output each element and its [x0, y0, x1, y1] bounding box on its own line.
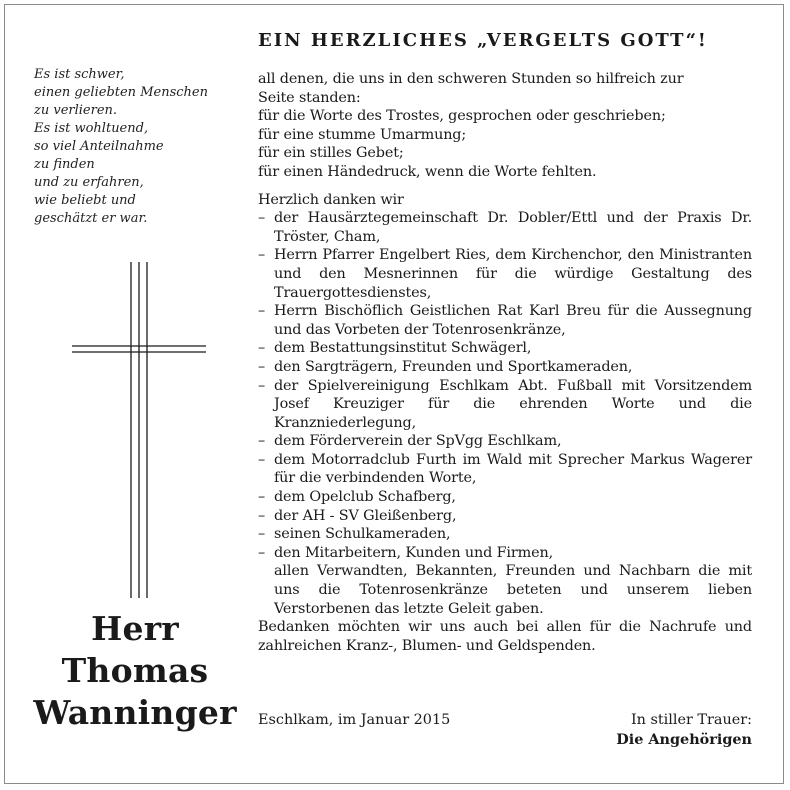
notice-heading: EIN HERZLICHES „VERGELTS GOTT“! — [258, 30, 708, 51]
list-item: – Herrn Pfarrer Engelbert Ries, dem Kirchenchor, den Ministranten und den Mesnerinnen für die würdige Gestaltung des Trauergottesdienstes, — [258, 246, 752, 302]
list-item: – Herrn Bischöflich Geistlichen Rat Karl Breu für die Aussegnung und das Vorbeten der Totenrosenkränze, — [258, 302, 752, 339]
poem-line: wie beliebt und — [34, 193, 136, 208]
thanks-closing: allen Verwandten, Bekannten, Freunden und Nachbarn die mit uns die Totenrosenkränze beteten und unserem lieben Verstorbenen das letzte Geleit gaben. — [274, 563, 752, 617]
thanks-text — [258, 70, 752, 655]
mourning-block — [616, 710, 752, 750]
intro-line: für einen Händedruck, wenn die Worte fehlten. — [258, 163, 597, 180]
list-item: – der Hausärztegemeinschaft Dr. Dobler/Ettl und der Praxis Dr. Tröster, Cham, — [258, 209, 752, 246]
poem-line: Es ist wohltuend, — [34, 121, 149, 136]
cross-icon — [72, 262, 206, 598]
thanks-intro: Herzlich danken wir — [258, 191, 404, 208]
intro-line: für eine stumme Umarmung; — [258, 126, 467, 143]
deceased-title: Herr — [91, 609, 179, 648]
poem-line: einen geliebten Menschen — [34, 85, 208, 100]
intro-line: für die Worte des Trostes, gesprochen oder geschrieben; — [258, 108, 666, 125]
deceased-first-name: Thomas — [61, 651, 209, 690]
poem — [34, 66, 234, 228]
poem-line: geschätzt er war. — [34, 211, 148, 226]
intro-line: Seite standen: — [258, 89, 361, 106]
deceased-last-name: Wanninger — [33, 693, 237, 732]
final-thanks: Bedanken möchten wir uns auch bei allen für die Nachrufe und zahlreichen Kranz-, Blumen- und Geldspenden. — [258, 619, 752, 654]
list-item: – dem Motorradclub Furth im Wald mit Sprecher Markus Wagerer für die verbindenden Worte, — [258, 451, 752, 488]
list-item: – den Mitarbeitern, Kunden und Firmen, — [258, 544, 752, 563]
poem-line: zu verlieren. — [34, 103, 118, 118]
list-item: – den Sargträgern, Freunden und Sportkameraden, — [258, 358, 752, 377]
signature: Die Angehörigen — [616, 731, 752, 748]
intro-lines — [258, 70, 752, 182]
list-item: – dem Opelclub Schafberg, — [258, 488, 752, 507]
intro-line: für ein stilles Gebet; — [258, 145, 404, 162]
list-item: – dem Bestattungsinstitut Schwägerl, — [258, 339, 752, 358]
poem-line: zu finden — [34, 157, 95, 172]
notice-footer — [258, 710, 752, 756]
list-item: – dem Förderverein der SpVgg Eschlkam, — [258, 432, 752, 451]
list-item: – der AH - SV Gleißenberg, — [258, 507, 752, 526]
poem-line: und zu erfahren, — [34, 175, 144, 190]
intro-line: all denen, die uns in den schweren Stunden so hilfreich zur — [258, 71, 684, 87]
deceased-name — [10, 608, 260, 734]
thanks-list — [258, 209, 752, 562]
list-item: – seinen Schulkameraden, — [258, 525, 752, 544]
mourning-label: In stiller Trauer: — [630, 712, 752, 728]
poem-line: Es ist schwer, — [34, 67, 125, 82]
list-item: – der Spielvereinigung Eschlkam Abt. Fußball mit Vorsitzendem Josef Kreuziger für die ehrenden Worte und die Kranzniederlegung, — [258, 377, 752, 433]
place-date: Eschlkam, im Januar 2015 — [258, 712, 451, 728]
poem-line: so viel Anteilnahme — [34, 139, 164, 154]
